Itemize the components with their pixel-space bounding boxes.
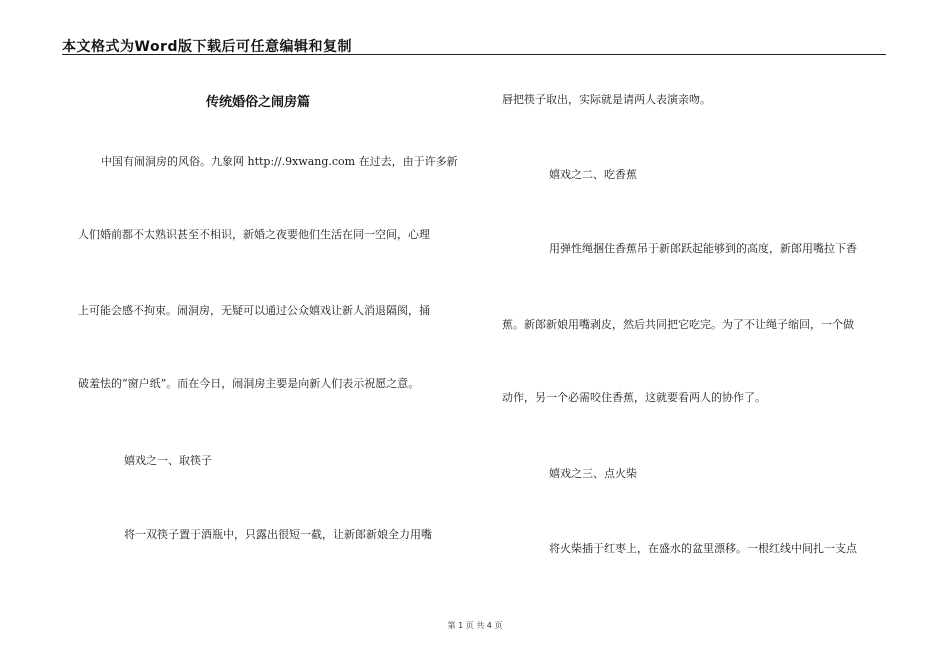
paragraph-line: 破羞怯的“窗户纸”。而在今日，闹洞房主要是向新人们表示祝愿之意。 <box>78 377 420 390</box>
header-title: 本文格式为Word版下载后可任意编辑和复制 <box>62 39 352 55</box>
paragraph-line: 上可能会感不拘束。闹洞房，无疑可以通过公众嬉戏让新人消退隔阂，捅 <box>78 304 430 317</box>
paragraph-line: 将火柴插于红枣上，在盛水的盆里漂移。一根红线中间扎一支点 <box>549 542 857 555</box>
section-heading: 嬉戏之三、点火柴 <box>549 467 637 480</box>
paragraph-line: 中国有闹洞房的风俗。九象网 http://.9xwang.com 在过去，由于许多新 <box>101 155 458 168</box>
paragraph-line: 用弹性绳捆住香蕉吊于新郎跃起能够到的高度，新郎用嘴拉下香 <box>549 242 857 255</box>
document-title: 传统婚俗之闹房篇 <box>206 95 311 110</box>
paragraph-line: 动作，另一个必需咬住香蕉，这就要看两人的协作了。 <box>502 391 766 404</box>
section-heading: 嬉戏之二、吃香蕉 <box>549 168 637 181</box>
paragraph-line: 人们婚前都不太熟识甚至不相识，新婚之夜要他们生活在同一空间，心理 <box>78 228 430 241</box>
page-number: 第 1 页 共 4 页 <box>447 621 503 630</box>
section-heading: 嬉戏之一、取筷子 <box>124 454 212 467</box>
paragraph-line: 蕉。新郎新娘用嘴剥皮，然后共同把它吃完。为了不让绳子缩回，一个做 <box>502 318 854 331</box>
paragraph-line: 唇把筷子取出，实际就是请两人表演亲吻。 <box>502 93 711 106</box>
paragraph-line: 将一双筷子置于酒瓶中，只露出很短一截，让新郎新娘全力用嘴 <box>124 528 432 541</box>
page-header <box>62 34 886 55</box>
